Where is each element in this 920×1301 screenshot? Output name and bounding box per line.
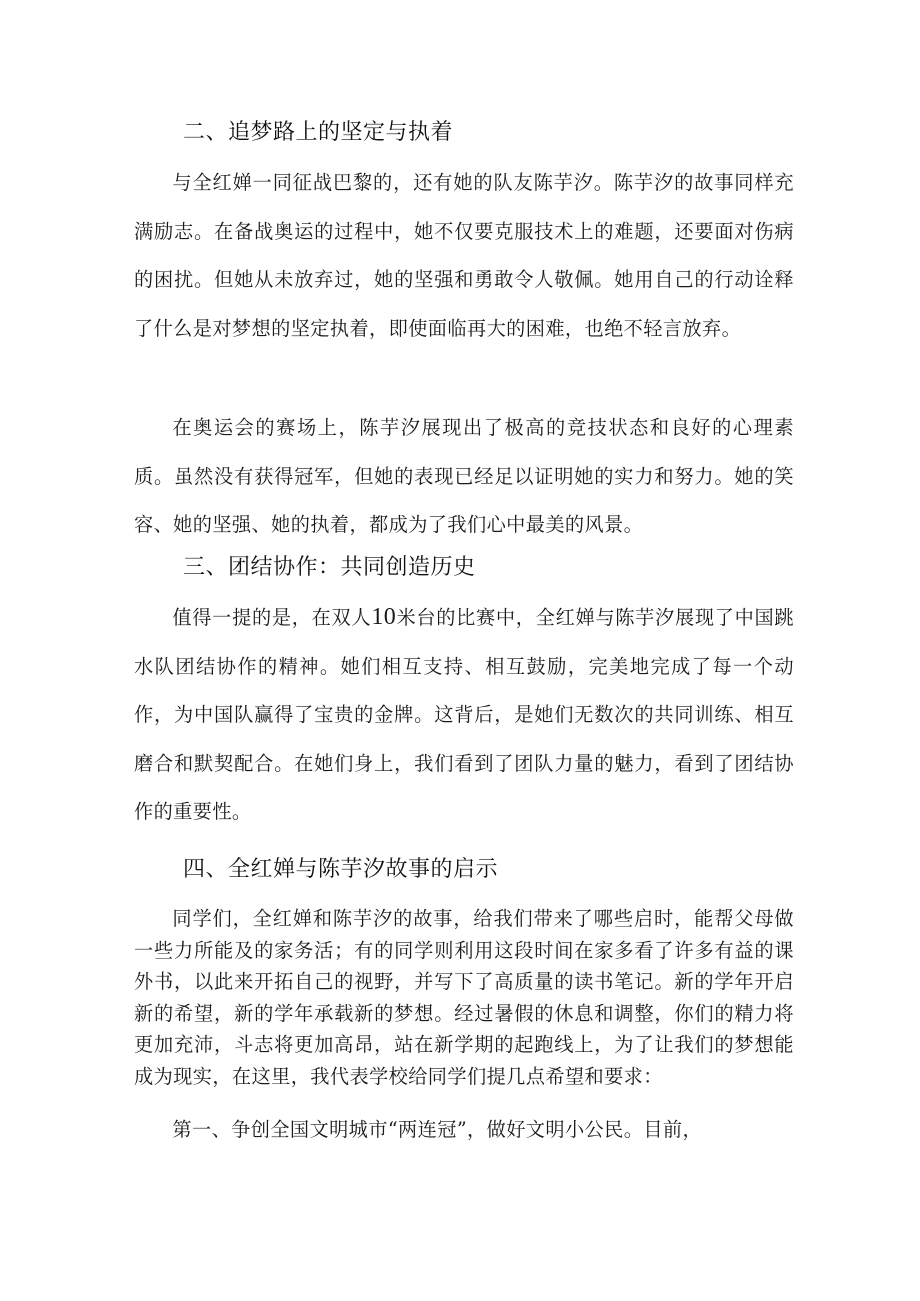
body-paragraph: 同学们，全红婵和陈芋汐的故事，给我们带来了哪些启时，能帮父母做一些力所能及的家务活；有的同学则利用这段时间在家多看了许多有益的课外书，以此来开拓自己的视野，并写下了高质量的读书笔记。新的学年开启新的希望，新的学年承载新的梦想。经过暑假的休息和调整，你们的精力将更加充沛，斗志将更加高昂，站在新学期的起跑线上，为了让我们的梦想能成为现实，在这里，我代表学校给同学们提几点希望和要求： [134,907,794,1088]
body-paragraph: 与全红婵一同征战巴黎的，还有她的队友陈芋汐。陈芋汐的故事同样充满励志。在备战奥运的过程中，她不仅要克服技术上的难题，还要面对伤病的困扰。但她从未放弃过，她的坚强和勇敢令人敬佩。她用自己的行动诠释了什么是对梦想的坚定执着，即使面临再大的困难，也绝不轻言放弃。 [134,171,794,340]
body-paragraph: 在奥运会的赛场上，陈芋汐展现出了极高的竞技状态和良好的心理素质。虽然没有获得冠军，但她的表现已经足以证明她的实力和努力。她的笑容、她的坚强、她的执着，都成为了我们心中最美的风景。 [134,416,794,536]
body-paragraph: 第一、争创全国文明城市“两连冠”，做好文明小公民。目前， [172,1118,703,1141]
body-paragraph [134,593,794,837]
section-heading: 二、追梦路上的坚定与执着 [183,120,454,145]
section-heading: 三、团结协作：共同创造历史 [183,555,476,580]
section-heading: 四、全红婵与陈芋汐故事的启示 [183,857,499,882]
paragraph-text: 值得一提的是，在双人 [172,606,372,629]
paragraph-text: 米台的比赛中，全红婵与陈芋汐展现了中国跳水队团结协作的精神。她们相互支持、相互鼓励，完美地完成了每一个动作，为中国队赢得了宝贵的金牌。这背后，是她们无数次的共同训练、相互磨合和默契配合。在她们身上，我们看到了团队力量的魅力，看到了团结协作的重要性。 [134,606,795,823]
number-text: 10 [371,604,397,630]
